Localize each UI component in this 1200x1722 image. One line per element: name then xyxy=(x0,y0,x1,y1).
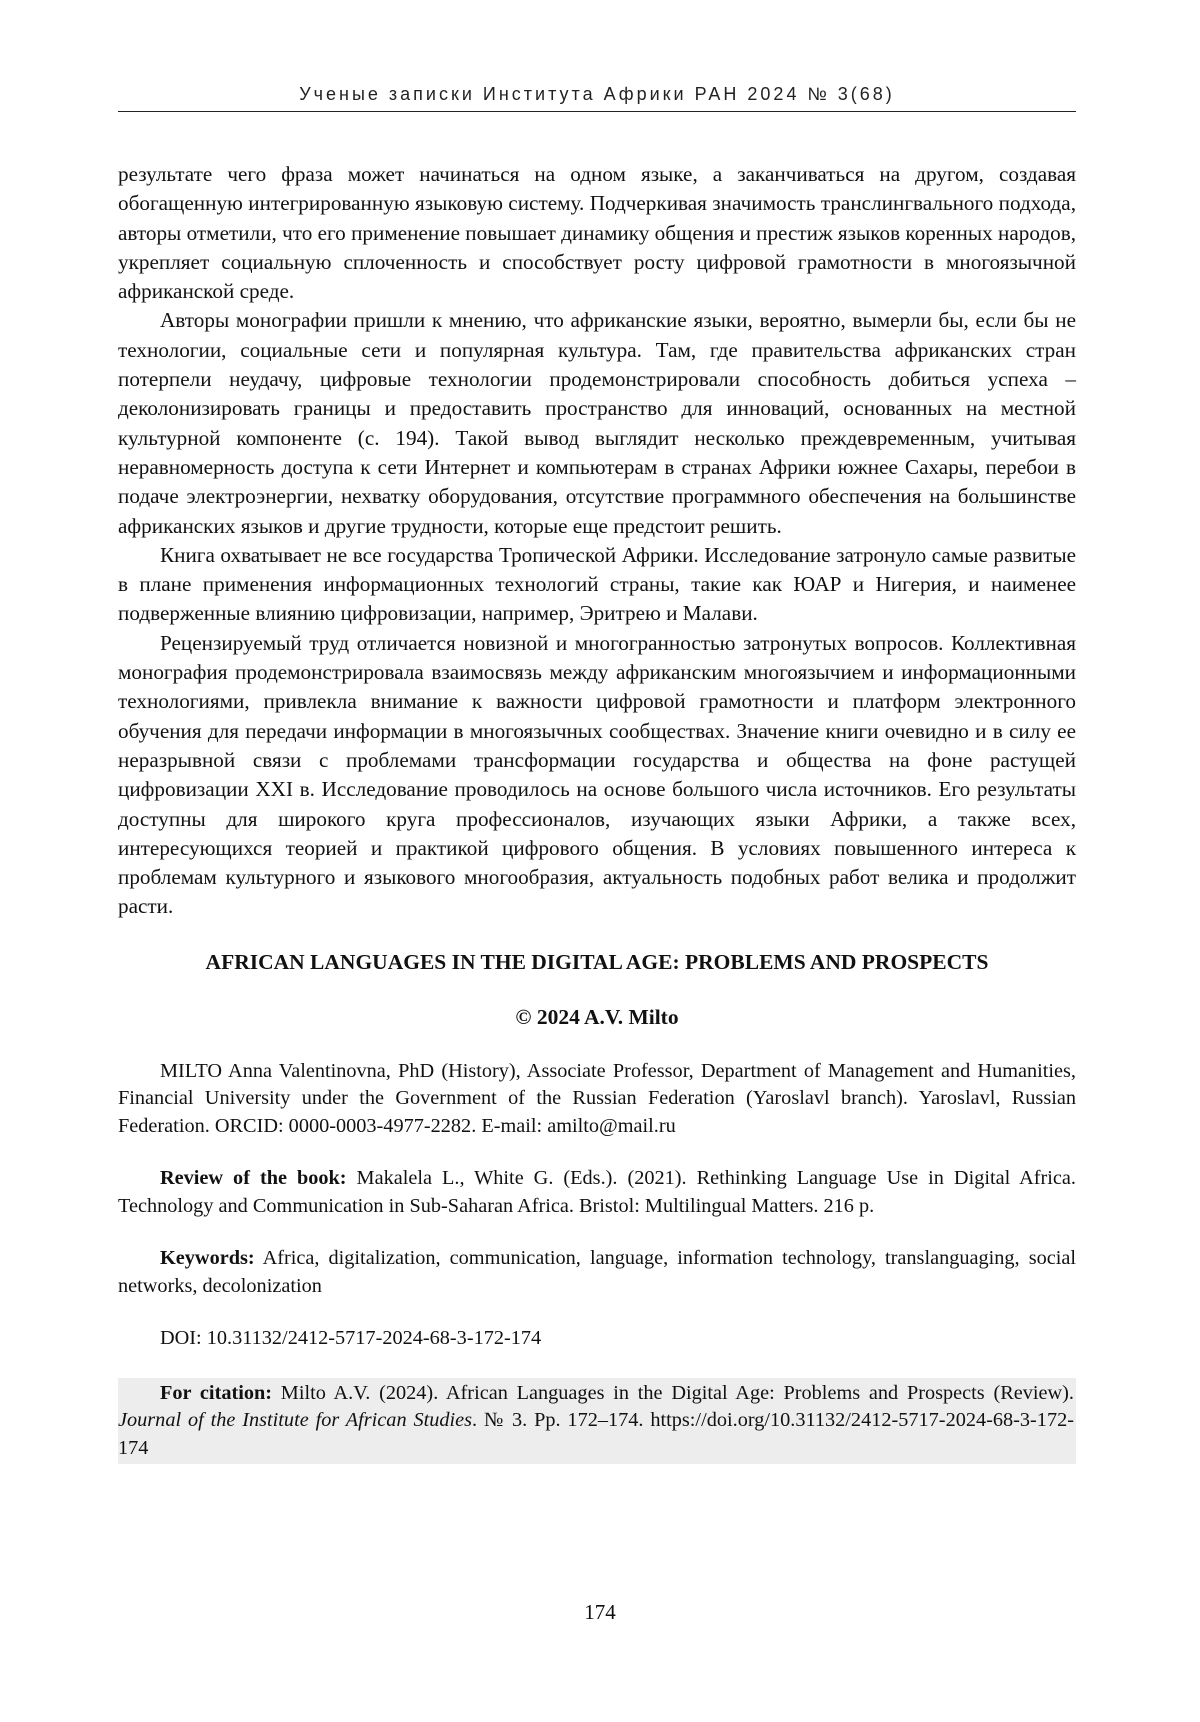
paragraph-2: Авторы монографии пришли к мнению, что африканские языки, вероятно, вымерли бы, если бы не технологии, социальные сети и популярная культура. Там, где правительства африканских стран потерпели неудачу, цифровые технологии продемонстрировали способность добиться успеха – деколонизировать границы и предоставить пространство для инноваций, основанных на местной культурной компоненте (с. 194). Такой вывод выглядит несколько преждевременным, учитывая неравномерность доступа к сети Интернет и компьютерам в странах Африки южнее Сахары, перебои в подаче электроэнергии, нехватку оборудования, отсутствие программного обеспечения на большинстве африканских языков и другие трудности, которые еще предстоит решить. xyxy=(118,308,1076,538)
page xyxy=(118,0,1076,1464)
page-number: 174 xyxy=(584,1600,616,1624)
paragraph-4: Рецензируемый труд отличается новизной и многогранностью затронутых вопросов. Коллективная монография продемонстрировала взаимосвязь между африканским многоязычием и информационными технологиями, привлекла внимание к важности цифровой грамотности и платформ электронного обучения для передачи информации в многоязычных сообществах. Значение книги очевидно и в силу ее неразрывной связи с проблемами трансформации государства и общества на фоне растущей цифровизации XXI в. Исследование проводилось на основе большого числа источников. Его результаты доступны для широкого круга профессионалов, изучающих языки Африки, а также всех, интересующихся теорией и практикой цифрового общения. В условиях повышенного интереса к проблемам культурного и языкового многообразия, актуальность подобных работ велика и продолжит расти. xyxy=(118,630,1076,919)
author-info: MILTO Anna Valentinovna, PhD (History), Associate Professor, Department of Management and Humanities, Financial University under the Government of the Russian Federation (Yaroslavl branch). Yaroslavl, Russian Federation. ORCID: 0000-0003-4977-2282. E-mail: amilto@mail.ru xyxy=(118,1059,1076,1137)
citation-text-after: . № 3. Pp. 172–174. https://doi.org/10.31132/2412-5717-2024-68-3-172-174 xyxy=(118,1409,1074,1459)
review-of-book xyxy=(118,1165,1076,1220)
keywords xyxy=(118,1245,1076,1300)
paragraph-1: результате чего фраза может начинаться на одном языке, а заканчиваться на другом, создавая обогащенную интегрированную языковую систему. Подчеркивая значимость транслингвального подхода, авторы отметили, что его применение повышает динамику общения и престиж языков коренных народов, укрепляет социальную сплоченность и способствует росту цифровой грамотности в многоязычной африканской среде. xyxy=(118,162,1076,304)
review-body xyxy=(118,160,1076,922)
keywords-text: Africa, digitalization, communication, language, information technology, translanguaging, social networks, decolonization xyxy=(118,1247,1076,1297)
english-copyright: © 2024 A.V. Milto xyxy=(515,1004,679,1029)
citation-text-before: Milto A.V. (2024). African Languages in the Digital Age: Problems and Prospects (Review). xyxy=(272,1381,1074,1404)
running-head: Ученые записки Института Африки РАН 2024 № 3(68) xyxy=(118,84,1076,112)
english-title: AFRICAN LANGUAGES IN THE DIGITAL AGE: PROBLEMS AND PROSPECTS xyxy=(205,949,989,974)
keywords-label: Keywords: xyxy=(160,1247,255,1270)
review-label: Review of the book: xyxy=(160,1167,347,1190)
citation-journal: Journal of the Institute for African Studies xyxy=(118,1409,473,1432)
paragraph-3: Книга охватывает не все государства Тропической Африки. Исследование затронуло самые развитые в плане применения информационных технологий страны, такие как ЮАР и Нигерия, и наименее подверженные влиянию цифровизации, например, Эритрею и Малави. xyxy=(118,542,1076,626)
citation-label: For citation: xyxy=(160,1381,273,1404)
citation-box xyxy=(118,1378,1076,1465)
doi: DOI: 10.31132/2412-5717-2024-68-3-172-174 xyxy=(160,1327,542,1350)
review-text: Makalela L., White G. (Eds.). (2021). Rethinking Language Use in Digital Africa. Technology and Communication in Sub-Saharan Africa. Bristol: Multilingual Matters. 216 p. xyxy=(118,1167,1076,1217)
